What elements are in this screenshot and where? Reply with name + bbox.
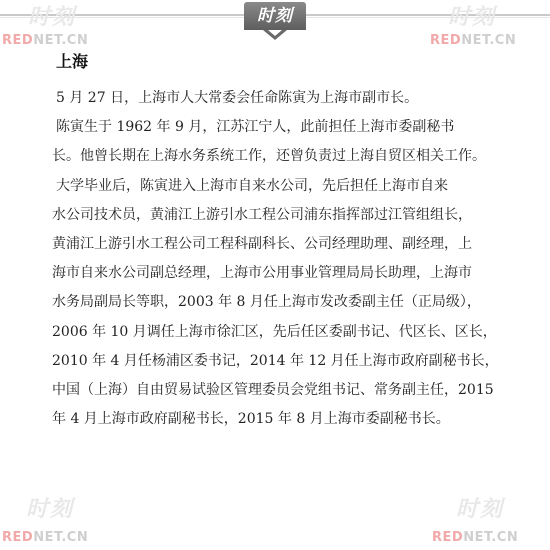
paragraph-line: 2010 年 4 月任杨浦区委书记，2014 年 12 月任上海市政府副秘书长， (52, 352, 499, 369)
paragraph-line: 黄浦江上游引水工程公司工程科副科长、公司经理助理、副经理，上 (52, 235, 472, 252)
watermark-site-grey: NET.CN (461, 33, 517, 48)
watermark-title: 时刻 (456, 497, 505, 522)
watermark-site (430, 33, 516, 48)
paragraph-line: 中国（上海）自由贸易试验区管理委员会党组书记、常务副主任，2015 (52, 381, 494, 398)
paragraph-line: 2006 年 10 月调任上海市徐汇区，先后任区委副书记、代区长、区长， (52, 323, 497, 340)
paragraph-line: 水公司技术员，黄浦江上游引水工程公司浦东指挥部过江管组组长， (52, 206, 472, 223)
watermark-title: 时刻 (28, 5, 77, 30)
watermark-site-grey: NET.CN (33, 530, 89, 545)
paragraph-line: 大学毕业后，陈寅进入上海市自来水公司，先后担任上海市自来 (56, 177, 448, 194)
watermark-site-red: RED (430, 33, 462, 48)
watermark-site-red: RED (2, 530, 34, 545)
watermark-site-grey: NET.CN (463, 530, 519, 545)
watermark-site-red: RED (2, 33, 34, 48)
paragraph-line: 长。他曾长期在上海水务系统工作，还曾负责过上海自贸区相关工作。 (52, 148, 486, 165)
watermark-title: 时刻 (448, 5, 497, 30)
paragraph-line: 海市自来水公司副总经理，上海市公用事业管理局局长助理，上海市 (52, 265, 472, 282)
paragraph-line: 5 月 27 日，上海市人大常委会任命陈寅为上海市副市长。 (56, 90, 419, 106)
header-badge: 时刻 (244, 2, 306, 30)
paragraph (52, 172, 530, 435)
article (52, 50, 530, 434)
watermark-site-grey: NET.CN (33, 33, 89, 48)
paragraph-line: 水务局副局长等职，2003 年 8 月任上海市发改委副主任（正局级）， (52, 294, 481, 311)
paragraph-line: 陈寅生于 1962 年 9 月，江苏江宁人，此前担任上海市委副秘书 (56, 119, 455, 136)
watermark-title: 时刻 (26, 497, 75, 522)
watermark-site (2, 530, 88, 545)
watermark-site (2, 33, 88, 48)
paragraph (52, 84, 530, 113)
paragraph-line: 年 4 月上海市政府副秘书长，2015 年 8 月上海市委副秘书长。 (52, 411, 450, 428)
paragraph (52, 113, 530, 171)
section-heading: 上海 (56, 52, 89, 71)
watermark-site (432, 530, 518, 545)
header-badge-notch-inner (268, 30, 282, 36)
watermark-site-red: RED (432, 530, 464, 545)
